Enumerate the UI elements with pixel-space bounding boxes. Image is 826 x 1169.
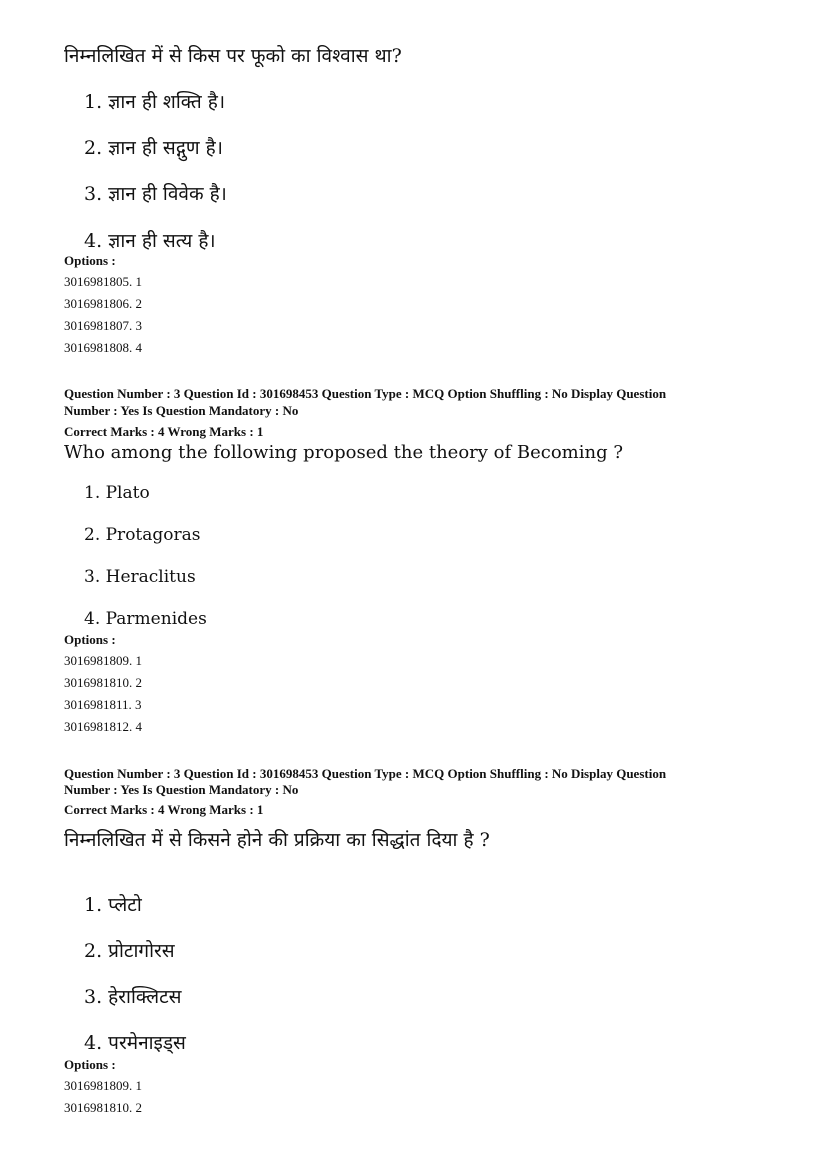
option-id: 3016981812. 4 xyxy=(64,719,142,734)
choice-1: 1. ज्ञान ही शक्ति है। xyxy=(84,91,226,113)
choice-2: 2. Protagoras xyxy=(84,525,201,545)
option-id: 3016981807. 3 xyxy=(64,318,142,333)
choice-3: 3. हेराक्लिटस xyxy=(84,986,182,1008)
option-id: 3016981810. 2 xyxy=(64,675,142,690)
choice-2: 2. ज्ञान ही सद्गुण है। xyxy=(84,137,223,159)
option-id: 3016981811. 3 xyxy=(64,697,142,712)
options-label: Options : xyxy=(64,1057,116,1072)
question-text: Who among the following proposed the theory of Becoming ? xyxy=(64,442,623,463)
question-meta: Number : Yes Is Question Mandatory : No xyxy=(64,403,299,418)
choice-3: 3. Heraclitus xyxy=(84,567,196,587)
choice-1: 1. प्लेटो xyxy=(84,894,142,916)
option-id: 3016981806. 2 xyxy=(64,296,142,311)
marks-info: Correct Marks : 4 Wrong Marks : 1 xyxy=(64,424,264,439)
question-text: निम्नलिखित में से किस पर फूको का विश्वास था? xyxy=(64,45,402,67)
options-label: Options : xyxy=(64,632,116,647)
choice-4: 4. Parmenides xyxy=(84,609,207,629)
question-meta: Number : Yes Is Question Mandatory : No xyxy=(64,782,299,797)
marks-info: Correct Marks : 4 Wrong Marks : 1 xyxy=(64,802,264,817)
option-id: 3016981810. 2 xyxy=(64,1100,142,1115)
option-id: 3016981805. 1 xyxy=(64,274,142,289)
question-meta: Question Number : 3 Question Id : 301698453 Question Type : MCQ Option Shuffling : No Display Question xyxy=(64,386,667,401)
option-id: 3016981808. 4 xyxy=(64,340,142,355)
choice-4: 4. ज्ञान ही सत्य है। xyxy=(84,230,216,252)
question-text: निम्नलिखित में से किसने होने की प्रक्रिया का सिद्धांत दिया है ? xyxy=(64,829,490,851)
choice-1: 1. Plato xyxy=(84,483,150,503)
question-meta: Question Number : 3 Question Id : 301698453 Question Type : MCQ Option Shuffling : No Display Question xyxy=(64,766,667,781)
option-id: 3016981809. 1 xyxy=(64,1078,142,1093)
choice-3: 3. ज्ञान ही विवेक है। xyxy=(84,183,227,205)
choice-2: 2. प्रोटागोरस xyxy=(84,940,175,962)
choice-4: 4. परमेनाइड्स xyxy=(84,1032,186,1054)
option-id: 3016981809. 1 xyxy=(64,653,142,668)
options-label: Options : xyxy=(64,253,116,268)
